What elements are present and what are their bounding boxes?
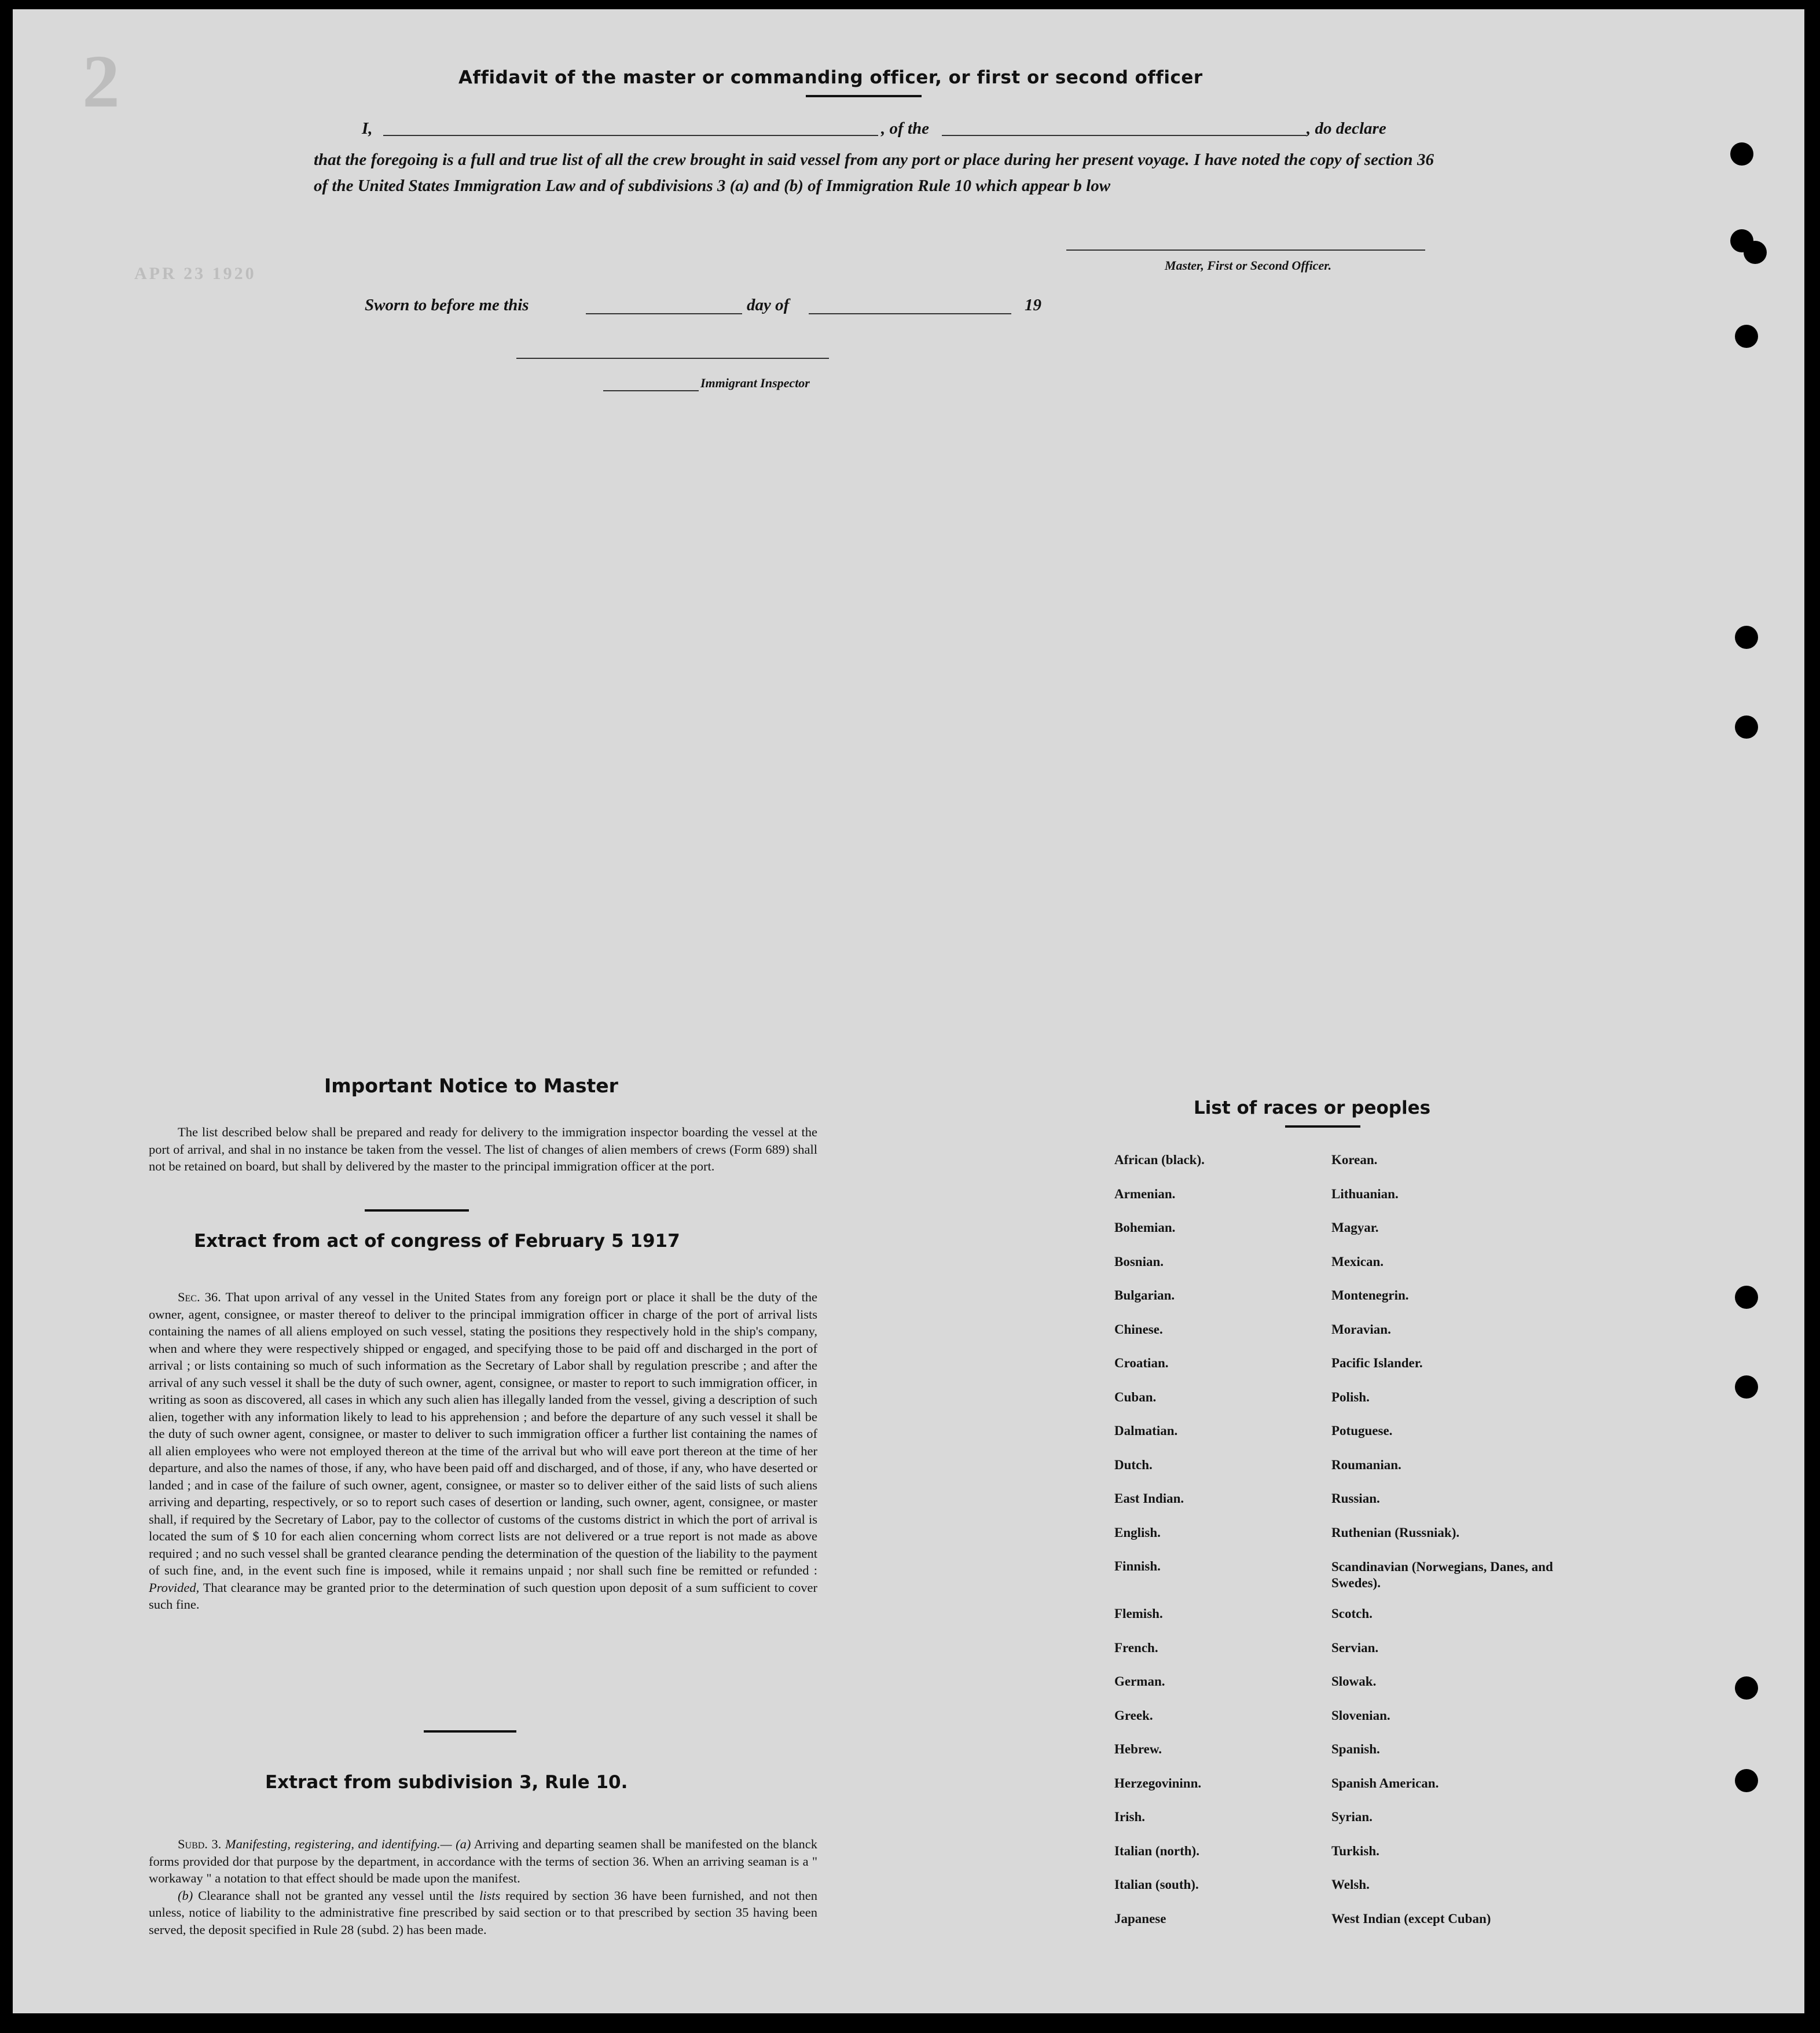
race-item: German. [1114, 1674, 1165, 1689]
race-item: Italian (north). [1114, 1843, 1199, 1858]
extract-rule-title: Extract from subdivision 3, Rule 10. [265, 1772, 628, 1793]
subd-b-label: (b) [178, 1888, 193, 1903]
punch-hole [1735, 1769, 1758, 1792]
extract-rule-body [149, 1836, 817, 1938]
race-item: Turkish. [1331, 1843, 1379, 1858]
race-item: Pacific Islander. [1331, 1356, 1423, 1370]
subd-a-paragraph [149, 1836, 817, 1887]
affidavit-i-label: I, [362, 119, 373, 138]
race-item: French. [1114, 1640, 1158, 1655]
race-item: Greek. [1114, 1708, 1153, 1723]
race-item: Slowak. [1331, 1674, 1377, 1689]
race-item: Bosnian. [1114, 1254, 1164, 1269]
race-item: Dutch. [1114, 1457, 1153, 1472]
punch-hole [1735, 1676, 1758, 1700]
race-item: Welsh. [1331, 1877, 1370, 1892]
subd-heading: Manifesting, registering, and identifying.— (a) [225, 1837, 471, 1851]
subd-b-text-1: Clearance shall not be granted any vessel until the [198, 1888, 475, 1903]
year-prefix: 19 [1025, 296, 1041, 314]
punch-hole [1735, 1286, 1758, 1309]
punch-hole [1744, 241, 1767, 264]
punch-hole [1735, 715, 1758, 739]
extract-act-title: Extract from act of congress of February 5 1917 [194, 1231, 680, 1252]
race-item: African (black). [1114, 1153, 1205, 1167]
race-item: Armenian. [1114, 1186, 1176, 1201]
section-36-paragraph [149, 1289, 817, 1613]
provided-word: Provided, [149, 1580, 200, 1595]
punch-hole [1735, 1375, 1758, 1399]
subd-label: Subd. 3. [178, 1837, 222, 1851]
race-item: Italian (south). [1114, 1877, 1199, 1892]
race-item: Russian. [1331, 1491, 1380, 1506]
race-item: Croatian. [1114, 1356, 1169, 1370]
race-item: Dalmatian. [1114, 1423, 1178, 1438]
race-item: Scandinavian (Norwegians, Danes, and Swedes). [1331, 1559, 1553, 1590]
race-item: Potuguese. [1331, 1423, 1393, 1438]
affidavit-of-the-label: , of the [881, 119, 929, 138]
affidavit-title: Affidavit of the master or commanding officer, or first or second officer [458, 67, 1203, 88]
section-36-text: That upon arrival of any vessel in the United States from any foreign port or place it shall be the duty of the owner, agent, consignee, or master thereof to deliver to the principal immigration officer in charge of the port of arrival lists containing the names of all aliens employed on such vessel, stating the positions they respectively hold in the ship's company, when and where they were respectively shipped or engaged, and specifying those to be paid off and discharged in the port of arrival ; or lists containing so much of such information as the Secretary of Labor shall by regulation prescribe ; and after the arrival of any such vessel it shall be the duty of such owner, agent, consignee, or master to report to such immigration officer, in writing as soon as discovered, all cases in which any such alien has illegally landed from the vessel, giving a description of such alien, together with any information likely to lead to his apprehension ; and before the departure of any such vessel it shall be the duty of such owner agent, consignee, or master to deliver to such immigration officer a further list containing the names of all alien employees who were not employed thereon at the time of the arrival but who will eave port thereon at the time of her departure, and also the names of those, if any, who have been paid off and discharged, and of those, if any, who have deserted or landed ; and in case of the failure of such owner, agent, consignee, or master so to deliver either of the said lists of such aliens arriving and departing, respectively, or so to report such cases of desertion or landing, such owner, agent, consignee, or master shall, if required by the Secretary of Labor, pay to the collector of customs of the customs district in which the port of arrival is located the sum of $ 10 for each alien concerning whom correct lists are not delivered or a true report is not made as above required ; and no such vessel shall be granted clearance pending the determination of the question of the liability to the payment of such fine, and, in the event such fine is imposed, while it remains unpaid ; nor shall such fine be remitted or refunded : [149, 1290, 818, 1577]
bleed-through-stamp: APR 23 1920 [134, 264, 256, 283]
race-item: Bulgarian. [1114, 1288, 1175, 1302]
race-item: English. [1114, 1525, 1161, 1540]
race-item: West Indian (except Cuban) [1331, 1911, 1491, 1926]
race-item: Irish. [1114, 1810, 1146, 1824]
lists-word: lists [479, 1888, 501, 1903]
sworn-month-line [809, 313, 1011, 314]
bleed-through-number: 2 [82, 40, 120, 123]
punch-hole [1735, 325, 1758, 348]
race-item: Mexican. [1331, 1254, 1384, 1269]
document-page [13, 9, 1804, 2013]
race-item: Flemish. [1114, 1606, 1163, 1621]
sworn-label: Sworn to before me this [365, 296, 529, 314]
race-item: Ruthenian (Russniak). [1331, 1525, 1460, 1540]
race-item: Scotch. [1331, 1606, 1373, 1621]
inspector-prefix-line [603, 390, 699, 391]
inspector-label: Immigrant Inspector [700, 376, 810, 390]
subd-b-text-2: required by section 36 have been furnished, and not then unless, notice of liability to the administrative fine prescribed by said section or to that prescribed by section 35 having been served, the deposit specified in Rule 28 (subd. 2) has been made. [149, 1888, 818, 1937]
races-title: List of races or peoples [1194, 1098, 1431, 1118]
notice-title: Important Notice to Master [324, 1074, 618, 1097]
race-item: Bohemian. [1114, 1220, 1176, 1235]
punch-hole [1735, 626, 1758, 649]
inspector-signature-line [516, 358, 829, 359]
races-title-rule [1285, 1125, 1360, 1128]
day-of-label: day of [747, 296, 790, 314]
vessel-field-line [942, 135, 1307, 136]
master-signature-line [1066, 249, 1425, 251]
race-item: Spanish. [1331, 1742, 1380, 1756]
section-36-text-end: That clearance may be granted prior to the determination of such question upon deposit of a sum sufficient to cover such fine. [149, 1580, 818, 1612]
race-item: Hebrew. [1114, 1742, 1162, 1756]
affidavit-declare-label: , do declare [1307, 119, 1386, 138]
race-item: Korean. [1331, 1153, 1378, 1167]
sworn-day-line [586, 313, 742, 314]
affidavit-body: that the foregoing is a full and true list of all the crew brought in said vessel from any port or place during her present voyage. I have noted the copy of section 36 of the United States Immigration Law and of subdivisions 3 (a) and (b) of Immigration Rule 10 which appear b low [314, 151, 1434, 195]
extract-act-rule [424, 1730, 516, 1733]
race-item: Magyar. [1331, 1220, 1379, 1235]
race-item: Lithuanian. [1331, 1186, 1399, 1201]
race-item: Japanese [1114, 1911, 1166, 1926]
notice-rule [365, 1209, 469, 1212]
race-item: Slovenian. [1331, 1708, 1390, 1723]
affidavit-title-rule [806, 95, 922, 97]
notice-paragraph: The list described below shall be prepared and ready for delivery to the immigration inspector boarding the vessel at the port of arrival, and shal in no instance be taken from the vessel. The list of changes of alien members of crews (Form 689) shall not be retained on board, but shall by delivered by the master to the principal immigration officer at the port. [149, 1125, 817, 1173]
race-item: Roumanian. [1331, 1457, 1401, 1472]
race-item: Montenegrin. [1331, 1288, 1409, 1302]
subd-a-text: Arriving and departing seamen shall be manifested on the blanck forms provided dor that purpose by the department, in accordance with the terms of section 36. When an arriving seaman is a " workaway " a notation to that effect should be made upon the manifest. [149, 1837, 818, 1885]
race-item: Herzegovininn. [1114, 1775, 1202, 1790]
race-item: Cuban. [1114, 1389, 1157, 1404]
punch-hole [1730, 142, 1753, 166]
race-item: Polish. [1331, 1389, 1370, 1404]
race-item: East Indian. [1114, 1491, 1184, 1506]
race-item: Spanish American. [1331, 1775, 1439, 1790]
race-item: Syrian. [1331, 1810, 1373, 1824]
race-item: Finnish. [1114, 1559, 1161, 1573]
sec-label: Sec. 36. [178, 1290, 221, 1304]
name-field-line [383, 135, 878, 136]
notice-text [149, 1124, 817, 1175]
race-item: Servian. [1331, 1640, 1379, 1655]
subd-b-paragraph [149, 1887, 817, 1939]
extract-act-body [149, 1289, 817, 1613]
race-item: Chinese. [1114, 1322, 1163, 1337]
master-signature-label: Master, First or Second Officer. [1165, 258, 1332, 273]
race-item: Moravian. [1331, 1322, 1391, 1337]
